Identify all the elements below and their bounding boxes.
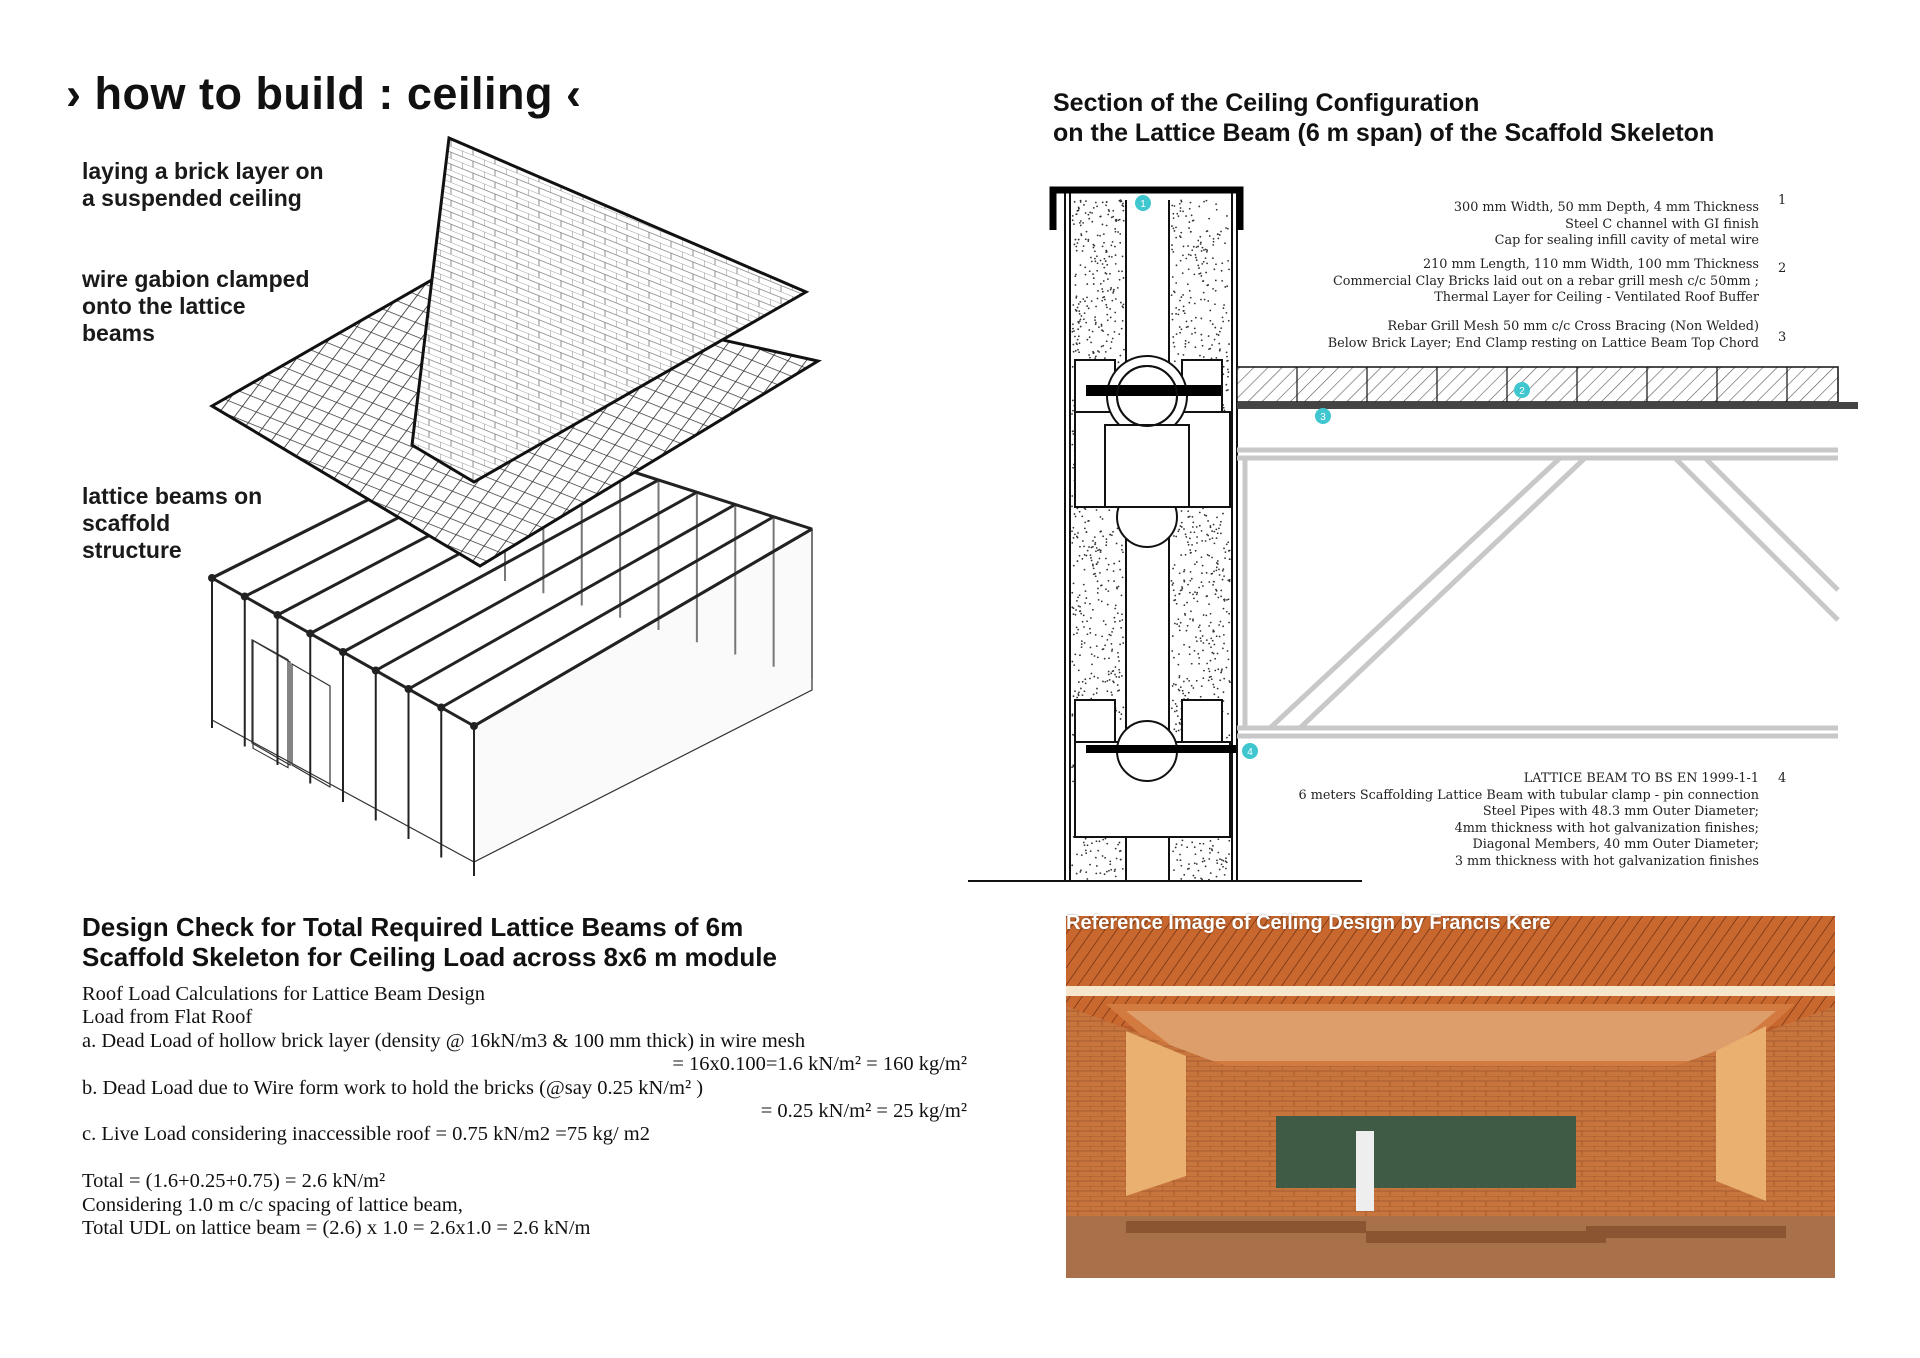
svg-text:1: 1 xyxy=(1140,199,1146,210)
note-1 xyxy=(1454,200,1759,250)
calc-line: = 16x0.100=1.6 kN/m² = 160 kg/m² xyxy=(672,1053,967,1076)
calc-line: Roof Load Calculations for Lattice Beam Design xyxy=(82,983,486,1005)
calc-line: c. Live Load considering inaccessible roof = 0.75 kN/m2 =75 kg/ m2 xyxy=(82,1123,650,1146)
note-line: 6 meters Scaffolding Lattice Beam with tubular clamp - pin connection xyxy=(1298,787,1759,803)
calc-line: a. Dead Load of hollow brick layer (density @ 16kN/m3 & 100 mm thick) in wire mesh xyxy=(82,1029,806,1052)
note-line: LATTICE BEAM TO BS EN 1999-1-1 xyxy=(1523,771,1759,786)
note-number: 2 xyxy=(1778,261,1787,276)
calc-line: Considering 1.0 m c/c spacing of lattice beam, xyxy=(82,1193,463,1216)
photo-caption: Reference Image of Ceiling Design by Francis Kere xyxy=(1066,912,1551,934)
calc-line: Total = (1.6+0.25+0.75) = 2.6 kN/m² xyxy=(82,1170,386,1193)
label-line: beams xyxy=(82,320,155,346)
brick-slab xyxy=(1237,367,1838,402)
note-number: 3 xyxy=(1778,330,1787,345)
note-line: Thermal Layer for Ceiling - Ventilated Roof Buffer xyxy=(1434,290,1759,306)
marker-3 xyxy=(1315,408,1331,424)
load-calculations xyxy=(82,983,967,1240)
isometric-ceiling-drawing xyxy=(0,0,1000,920)
svg-text:4: 4 xyxy=(1247,747,1253,758)
note-line: Commercial Clay Bricks laid out on a rebar grill mesh c/c 50mm ; xyxy=(1332,273,1759,289)
clamp-pin xyxy=(1086,385,1221,396)
calc-line xyxy=(82,1147,967,1170)
marker-4 xyxy=(1242,743,1258,759)
calc-line: b. Dead Load due to Wire form work to hold the bricks (@say 0.25 kN/m² ) xyxy=(82,1076,704,1099)
marker-2 xyxy=(1514,382,1530,398)
heading-line: Scaffold Skeleton for Ceiling Load across 8x6 m module xyxy=(82,942,777,972)
note-line: 210 mm Length, 110 mm Width, 100 mm Thickness xyxy=(1423,257,1759,272)
calc-line: = 0.25 kN/m² = 25 kg/m² xyxy=(760,1100,967,1123)
page-title: › how to build : ceiling ‹ xyxy=(66,68,582,119)
note-2 xyxy=(1333,257,1759,307)
classroom-photo-illustration xyxy=(1066,916,1835,1278)
clamp-pin xyxy=(1086,745,1236,753)
note-number: 1 xyxy=(1778,193,1787,208)
label-line: laying a brick layer on xyxy=(82,158,324,184)
label-line: scaffold xyxy=(82,510,171,536)
svg-text:2: 2 xyxy=(1519,386,1525,397)
calc-line: Total UDL on lattice beam = (2.6) x 1.0 = 2.6x1.0 = 2.6 kN/m xyxy=(82,1217,591,1240)
section-title-line: Section of the Ceiling Configuration xyxy=(1053,89,1480,117)
note-line: Rebar Grill Mesh 50 mm c/c Cross Bracing (Non Welded) xyxy=(1387,319,1759,334)
note-line: Diagonal Members, 40 mm Outer Diameter; xyxy=(1472,837,1759,853)
lattice-beam xyxy=(1237,450,1838,736)
note-line: 4mm thickness with hot galvanization finishes; xyxy=(1454,820,1759,836)
note-number: 4 xyxy=(1778,771,1787,786)
reference-photo xyxy=(1066,916,1835,1278)
label-line: wire gabion clamped xyxy=(82,266,310,292)
note-line: Below Brick Layer; End Clamp resting on Lattice Beam Top Chord xyxy=(1327,335,1759,351)
label-line: structure xyxy=(82,537,182,563)
section-title xyxy=(1053,88,1714,148)
heading-line: Design Check for Total Required Lattice Beams of 6m xyxy=(82,912,744,942)
label-line: onto the lattice xyxy=(82,293,246,319)
note-line: Cap for sealing infill cavity of metal wire xyxy=(1494,233,1759,249)
section-title-line: on the Lattice Beam (6 m span) of the Scaffold Skeleton xyxy=(1053,119,1715,147)
label-line: lattice beams on xyxy=(82,483,263,509)
svg-text:3: 3 xyxy=(1320,412,1326,423)
design-check-heading xyxy=(82,912,777,972)
note-line: Steel Pipes with 48.3 mm Outer Diameter; xyxy=(1482,804,1759,820)
note-line: Steel C channel with GI finish xyxy=(1565,216,1759,232)
calc-line: Load from Flat Roof xyxy=(82,1006,253,1029)
note-4 xyxy=(1298,771,1759,871)
building-walls xyxy=(212,529,812,862)
rebar-grill-mesh xyxy=(1237,402,1858,409)
note-3 xyxy=(1328,319,1759,352)
note-line: 3 mm thickness with hot galvanization finishes xyxy=(1454,853,1759,869)
label-line: a suspended ceiling xyxy=(82,185,302,211)
note-line: 300 mm Width, 50 mm Depth, 4 mm Thickness xyxy=(1453,200,1759,215)
marker-1 xyxy=(1135,195,1151,211)
